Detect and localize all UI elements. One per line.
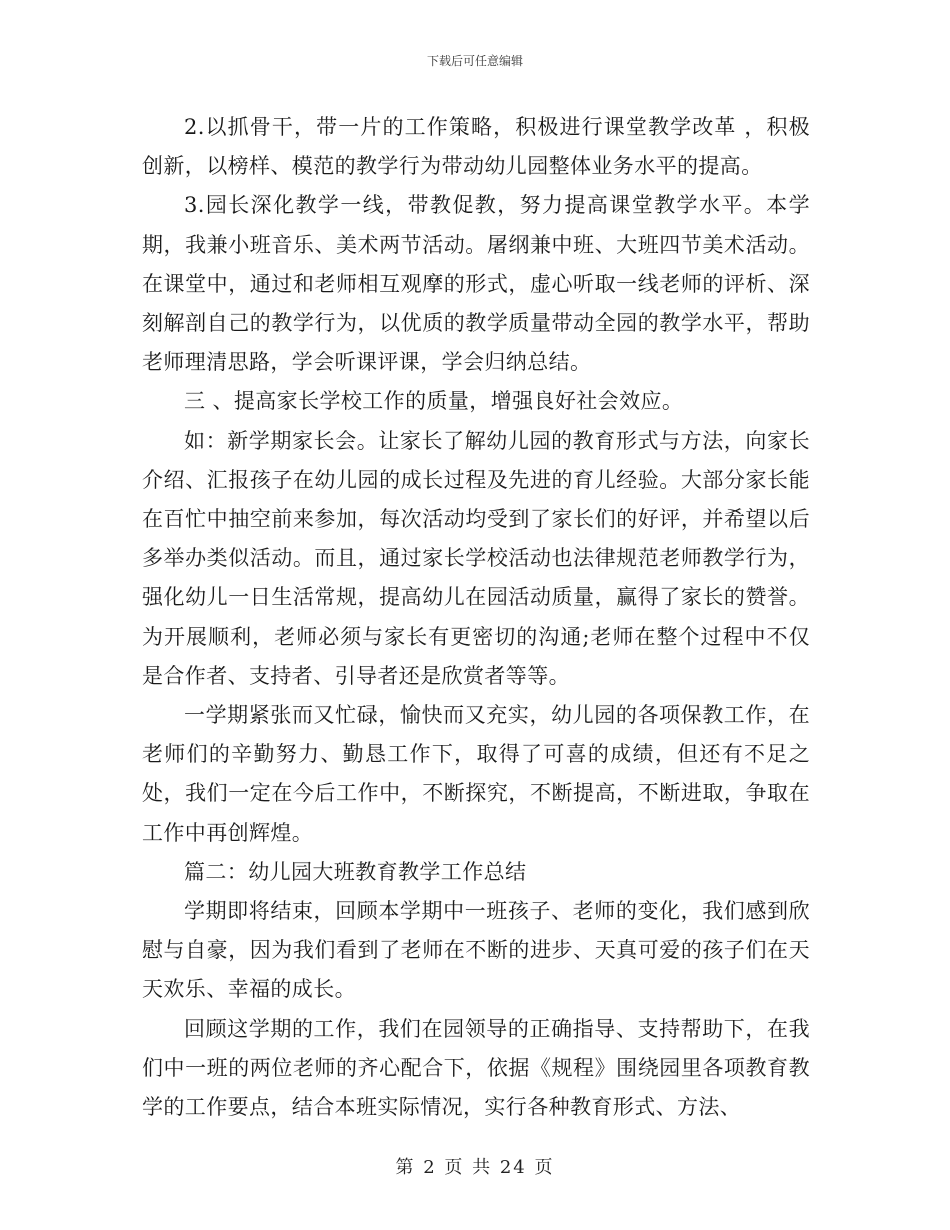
paragraph-2: 3.园长深化教学一线，带教促教，努力提高课堂教学水平。本学期，我兼小班音乐、美术两节活动。屠纲兼中班、大班四节美术活动。在课堂中，通过和老师相互观摩的形式，虚心听取一线老师的评析、深刻解剖自己的教学行为，以优质的教学质量带动全园的教学水平，帮助老师理清思路，学会听课评课，学会归纳总结。 [142,193,810,375]
article-title-2: 篇二：幼儿园大班教育教学工作总结 [184,859,527,884]
paragraph-7: 学期即将结束，回顾本学期中一班孩子、老师的变化，我们感到欣慰与自豪，因为我们看到了老师在不断的进步、天真可爱的孩子们在天天欢乐、幸福的成长。 [142,899,810,1002]
paragraph-8: 回顾这学期的工作，我们在园领导的正确指导、支持帮助下，在我们中一班的两位老师的齐心配合下，依据《规程》围绕园里各项教育教学的工作要点，结合本班实际情况，实行各种教育形式、方法、 [142,1016,810,1120]
document-body [142,108,810,1127]
paragraph-5: 一学期紧张而又忙碌，愉快而又充实，幼儿园的各项保教工作，在老师们的辛勤努力、勤恳工作下，取得了可喜的成绩，但还有不足之处，我们一定在今后工作中，不断探究，不断提高，不断进取，争取在工作中再创辉煌。 [142,703,810,845]
section-heading-3: 三 、提高家长学校工作的质量，增强良好社会效应。 [184,389,684,414]
paragraph-4: 如：新学期家长会。让家长了解幼儿园的教育形式与方法，向家长介绍、汇报孩子在幼儿园的成长过程及先进的育儿经验。大部分家长能在百忙中抽空前来参加，每次活动均受到了家长们的好评，并希望以后多举办类似活动。而且，通过家长学校活动也法律规范老师教学行为，强化幼儿一日生活常规，提高幼儿在园活动质量，赢得了家长的赞誉。为开展顺利，老师必须与家长有更密切的沟通;老师在整个过程中不仅是合作者、支持者、引导者还是欣赏者等等。 [142,428,810,688]
page-header: 下载后可任意编辑 [426,54,523,68]
page-footer: 第 2 页 共 24 页 [395,1157,555,1178]
paragraph-1: 2.以抓骨干，带一片的工作策略，积极进行课堂教学改革 ，积极创新，以榜样、模范的教学行为带动幼儿园整体业务水平的提高。 [142,115,810,179]
